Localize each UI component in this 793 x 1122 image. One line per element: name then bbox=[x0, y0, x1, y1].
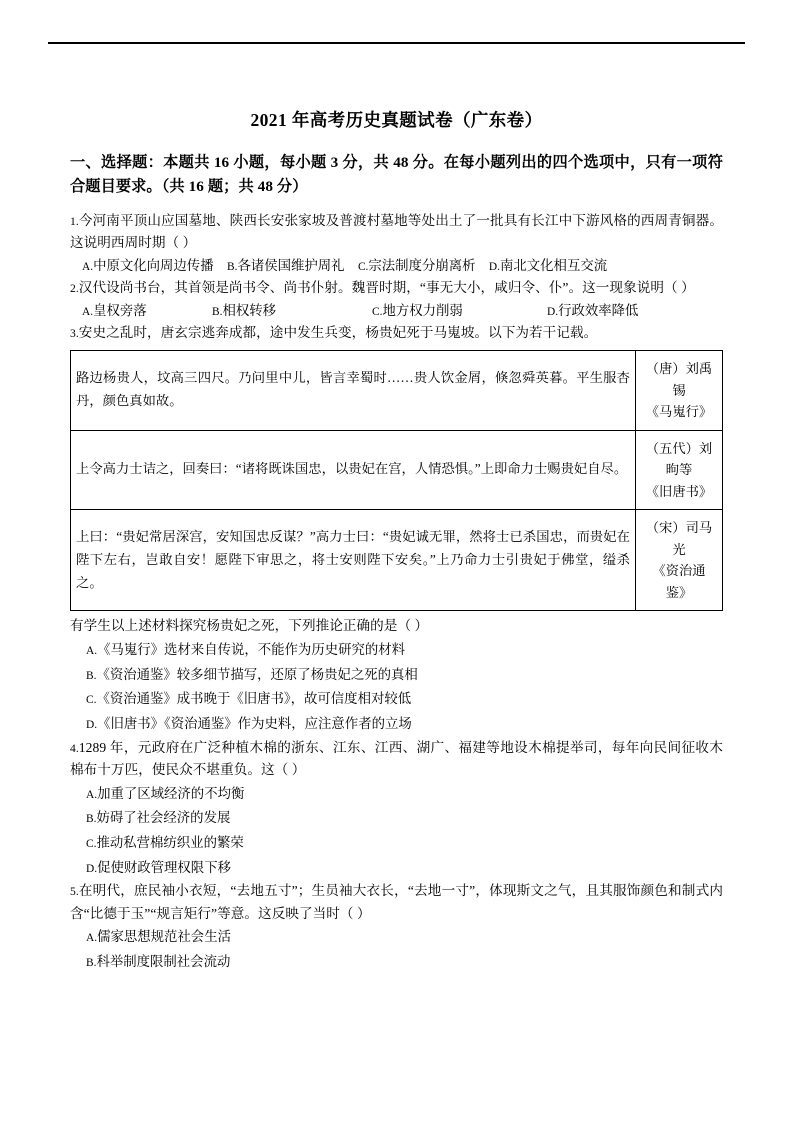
option-letter: B. bbox=[212, 305, 223, 318]
option-letter: A. bbox=[82, 260, 94, 273]
option-4-D[interactable] bbox=[70, 856, 723, 881]
option-letter: C. bbox=[357, 260, 369, 273]
option-2-A[interactable] bbox=[82, 300, 212, 323]
question-1-number: 1. bbox=[70, 214, 79, 228]
question-5-stem bbox=[70, 880, 723, 925]
header-divider-rule bbox=[48, 42, 745, 44]
option-letter: B. bbox=[86, 813, 97, 826]
option-letter: C. bbox=[86, 694, 97, 707]
question-5-text: 在明代，庶民袖小衣短，“去地五寸”；生员袖大衣长，“去地一寸”，体现斯文之气，且其服饰颜色和制式内含“比德于玉”“规言矩行”等意。这反映了当时（ ） bbox=[70, 883, 723, 921]
option-letter: C. bbox=[372, 305, 383, 318]
option-3-D[interactable] bbox=[70, 712, 723, 737]
question-1-option-row bbox=[70, 255, 723, 278]
option-2-B[interactable] bbox=[212, 300, 372, 323]
option-label: 儒家思想规范社会生活 bbox=[97, 929, 231, 945]
question-1-options bbox=[70, 255, 723, 278]
option-letter: A. bbox=[86, 788, 98, 801]
option-letter: B. bbox=[86, 957, 97, 970]
section-header: 一、选择题：本题共 16 小题，每小题 3 分，共 48 分。在每小题列出的四个选项中，只有一项符合题目要求。（共 16 题；共 48 分） bbox=[70, 153, 723, 196]
source-text-cell-2: 上令高力士诘之，回奏曰：“诸将既诛国忠，以贵妃在宫，人情恐惧。”上即命力士赐贵妃自尽。 bbox=[71, 430, 636, 510]
attribution-line: 锡 bbox=[672, 382, 686, 398]
option-3-C[interactable] bbox=[70, 687, 723, 712]
attribution-line: 《旧唐书》 bbox=[645, 483, 713, 499]
table-row bbox=[71, 510, 723, 611]
option-letter: D. bbox=[488, 260, 500, 273]
attribution-line: 光 bbox=[672, 541, 686, 557]
option-label: 《资治通鉴》成书晚于《旧唐书》，故可信度相对较低 bbox=[96, 691, 412, 707]
option-letter: B. bbox=[226, 260, 238, 273]
option-label: 各诸侯国维护周礼 bbox=[237, 257, 345, 273]
option-3-B[interactable] bbox=[70, 663, 723, 688]
option-label: 《资治通鉴》较多细节描写，还原了杨贵妃之死的真相 bbox=[96, 666, 418, 682]
option-letter: A. bbox=[86, 644, 98, 657]
question-4-options bbox=[70, 782, 723, 881]
question-4-text: 1289 年，元政府在广泛种植木棉的浙东、江东、江西、湖广、福建等地设木棉提举司，每年向民间征收木棉布十万匹，使民众不堪重负。这（ ） bbox=[70, 739, 723, 778]
source-attribution-cell-3 bbox=[636, 510, 723, 611]
option-label: 《旧唐书》《资治通鉴》作为史料，应注意作者的立场 bbox=[97, 715, 412, 731]
attribution-line: （宋）司马 bbox=[645, 520, 713, 536]
option-label: 促使财政管理权限下移 bbox=[97, 859, 231, 875]
attribution-line: 昫等 bbox=[665, 462, 693, 478]
attribution-line: 《马嵬行》 bbox=[645, 404, 713, 420]
option-5-A[interactable] bbox=[70, 925, 723, 950]
question-3-number: 3. bbox=[70, 327, 79, 341]
option-label: 妨碍了社会经济的发展 bbox=[96, 810, 231, 826]
attribution-line: （五代）刘 bbox=[645, 440, 713, 456]
question-3-text: 安史之乱时，唐玄宗逃奔成都，途中发生兵变，杨贵妃死于马嵬坡。以下为若干记载。 bbox=[78, 325, 598, 341]
option-2-C[interactable] bbox=[372, 300, 547, 323]
question-5-number: 5. bbox=[70, 885, 79, 899]
attribution-line: 鉴》 bbox=[665, 584, 693, 600]
option-letter: D. bbox=[86, 718, 98, 731]
option-label: 《马嵬行》选材来自传说，不能作为历史研究的材料 bbox=[97, 641, 406, 657]
table-row bbox=[71, 430, 723, 510]
document-content bbox=[70, 108, 723, 975]
question-4-stem bbox=[70, 737, 723, 782]
option-letter: A. bbox=[82, 305, 94, 318]
option-label: 皇权旁落 bbox=[93, 302, 147, 318]
question-1-stem bbox=[70, 210, 723, 255]
option-1-C[interactable] bbox=[358, 255, 476, 278]
question-2-number: 2. bbox=[70, 282, 79, 296]
option-label: 科举制度限制社会流动 bbox=[96, 954, 231, 970]
option-4-A[interactable] bbox=[70, 782, 723, 807]
option-2-D[interactable] bbox=[547, 300, 638, 323]
option-label: 加重了区域经济的不均衡 bbox=[97, 785, 245, 801]
source-attribution-cell-2 bbox=[636, 430, 723, 510]
option-5-B[interactable] bbox=[70, 950, 723, 975]
option-letter: D. bbox=[547, 305, 559, 318]
option-label: 南北文化相互交流 bbox=[500, 257, 608, 273]
question-2-option-row bbox=[70, 300, 723, 323]
option-letter: B. bbox=[86, 669, 97, 682]
option-4-B[interactable] bbox=[70, 806, 723, 831]
option-letter: C. bbox=[86, 837, 97, 850]
option-label: 宗法制度分崩离析 bbox=[368, 257, 476, 273]
source-attribution-cell-1 bbox=[636, 351, 723, 431]
question-3-stem bbox=[70, 322, 723, 345]
question-1-text: 今河南平顶山应国墓地、陕西长安张家坡及普渡村墓地等处出土了一批具有长江中下游风格的西周青铜器。这说明西周时期（ ） bbox=[70, 212, 723, 251]
option-label: 地方权力削弱 bbox=[382, 302, 463, 318]
attribution-line: 《资治通 bbox=[652, 563, 706, 579]
historical-sources-table bbox=[70, 350, 723, 611]
option-1-A[interactable] bbox=[82, 255, 214, 278]
option-1-B[interactable] bbox=[227, 255, 345, 278]
page-title: 2021 年高考历史真题试卷（广东卷） bbox=[250, 110, 543, 130]
option-label: 推动私营棉纺织业的繁荣 bbox=[96, 834, 244, 850]
question-5-options bbox=[70, 925, 723, 974]
question-2-stem bbox=[70, 277, 723, 300]
question-3-options bbox=[70, 638, 723, 737]
question-3-post-stem: 有学生以上述材料探究杨贵妃之死，下列推论正确的是（ ） bbox=[70, 618, 429, 634]
option-label: 相权转移 bbox=[222, 302, 277, 318]
option-label: 行政效率降低 bbox=[558, 302, 639, 318]
option-1-D[interactable] bbox=[489, 255, 607, 278]
option-letter: A. bbox=[86, 932, 98, 945]
table-row bbox=[71, 351, 723, 431]
option-3-A[interactable] bbox=[70, 638, 723, 663]
source-text-cell-1: 路边杨贵人，坟高三四尺。乃问里中儿，皆言幸蜀时……贵人饮金屑，倏忽舜英暮。平生服杏丹，颜色真如故。 bbox=[71, 351, 636, 431]
source-text-cell-3: 上曰：“贵妃常居深宫，安知国忠反谋？”高力士曰：“贵妃诚无罪，然将士已杀国忠，而贵妃在陛下左右，岂敢自安！愿陛下审思之，将士安则陛下安矣。”上乃命力士引贵妃于佛堂，缢杀之。 bbox=[71, 510, 636, 611]
question-4-number: 4. bbox=[70, 741, 79, 755]
question-2-options bbox=[70, 300, 723, 323]
option-letter: D. bbox=[86, 862, 98, 875]
option-label: 中原文化向周边传播 bbox=[93, 257, 214, 273]
attribution-line: （唐）刘禹 bbox=[645, 361, 713, 377]
option-4-C[interactable] bbox=[70, 831, 723, 856]
question-2-text: 汉代设尚书台，其首领是尚书令、尚书仆射。魏晋时期，“事无大小，咸归令、仆”。这一现象说明（ ） bbox=[78, 280, 695, 296]
